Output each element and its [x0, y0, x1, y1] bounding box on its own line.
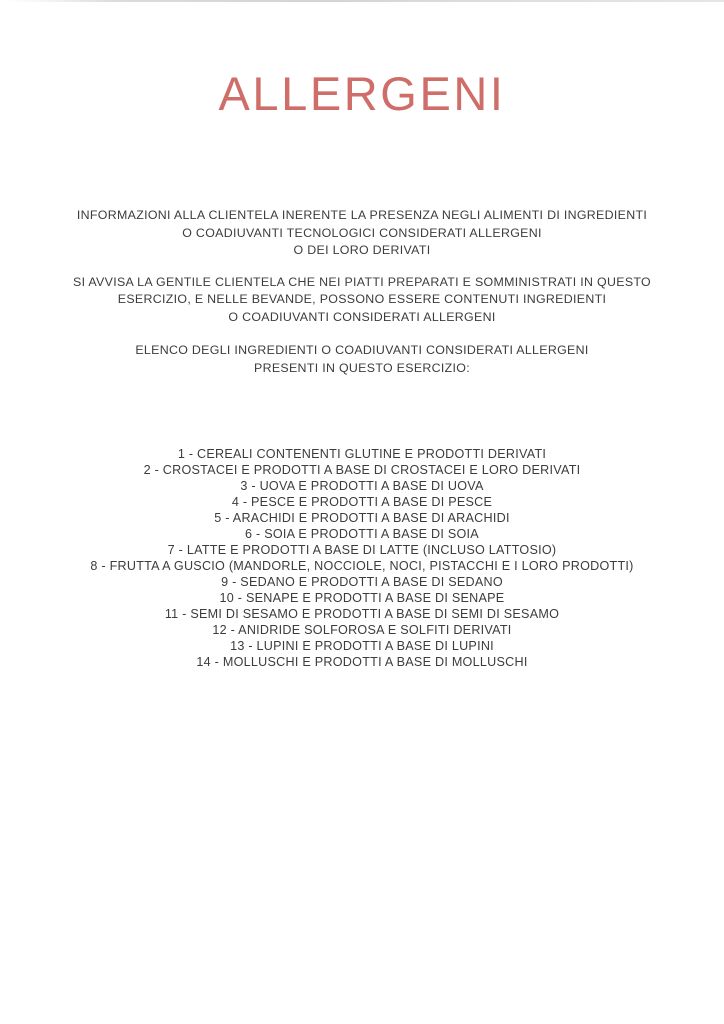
allergen-list-item: 10 - SENAPE E PRODOTTI A BASE DI SENAPE: [219, 591, 505, 605]
allergen-list-item: 11 - SEMI DI SESAMO E PRODOTTI A BASE DI SEMI DI SESAMO: [164, 607, 560, 621]
allergen-list-item: 6 - SOIA E PRODOTTI A BASE DI SOIA: [245, 527, 479, 541]
notice-line: O COADIUVANTI TECNOLOGICI CONSIDERATI ALLERGENI: [182, 225, 542, 240]
notice-line: PRESENTI IN QUESTO ESERCIZIO:: [254, 360, 470, 375]
notice-line: O DEI LORO DERIVATI: [293, 243, 431, 257]
notice-paragraph-list-intro: [0, 342, 724, 377]
notice-line: ESERCIZIO, E NELLE BEVANDE, POSSONO ESSERE CONTENUTI INGREDIENTI: [117, 292, 607, 306]
allergen-list-item: 4 - PESCE E PRODOTTI A BASE DI PESCE: [231, 495, 493, 509]
notice-line: O COADIUVANTI CONSIDERATI ALLERGENI: [228, 309, 496, 324]
notice-section: [0, 207, 724, 377]
allergen-list-item: 2 - CROSTACEI E PRODOTTI A BASE DI CROSTACEI E LORO DERIVATI: [143, 463, 581, 477]
notice-paragraph-warning: [0, 274, 724, 327]
notice-line: INFORMAZIONI ALLA CLIENTELA INERENTE LA PRESENZA NEGLI ALIMENTI DI INGREDIENTI: [76, 208, 648, 222]
notice-paragraph-ingredients: [0, 207, 724, 260]
notice-line: SI AVVISA LA GENTILE CLIENTELA CHE NEI PIATTI PREPARATI E SOMMINISTRATI IN QUESTO: [73, 274, 651, 289]
allergen-list-item: 12 - ANIDRIDE SOLFOROSA E SOLFITI DERIVATI: [212, 623, 512, 637]
page-title: ALLERGENI: [218, 67, 506, 120]
allergen-list-item: 9 - SEDANO E PRODOTTI A BASE DI SEDANO: [221, 575, 503, 589]
allergen-list-item: 8 - FRUTTA A GUSCIO (MANDORLE, NOCCIOLE, NOCI, PISTACCHI E I LORO PRODOTTI): [90, 559, 634, 573]
page-top-edge-shadow: [0, 0, 724, 2]
allergen-list-item: 14 - MOLLUSCHI E PRODOTTI A BASE DI MOLLUSCHI: [196, 655, 528, 669]
allergen-list-item: 1 - CEREALI CONTENENTI GLUTINE E PRODOTTI DERIVATI: [177, 447, 547, 461]
allergen-list: [0, 446, 724, 670]
allergen-list-item: 13 - LUPINI E PRODOTTI A BASE DI LUPINI: [230, 639, 494, 653]
allergen-list-item: 3 - UOVA E PRODOTTI A BASE DI UOVA: [240, 479, 484, 493]
allergen-list-item: 5 - ARACHIDI E PRODOTTI A BASE DI ARACHIDI: [214, 511, 510, 525]
notice-line: ELENCO DEGLI INGREDIENTI O COADIUVANTI CONSIDERATI ALLERGENI: [135, 343, 589, 357]
allergen-list-item: 7 - LATTE E PRODOTTI A BASE DI LATTE (INCLUSO LATTOSIO): [167, 543, 557, 557]
